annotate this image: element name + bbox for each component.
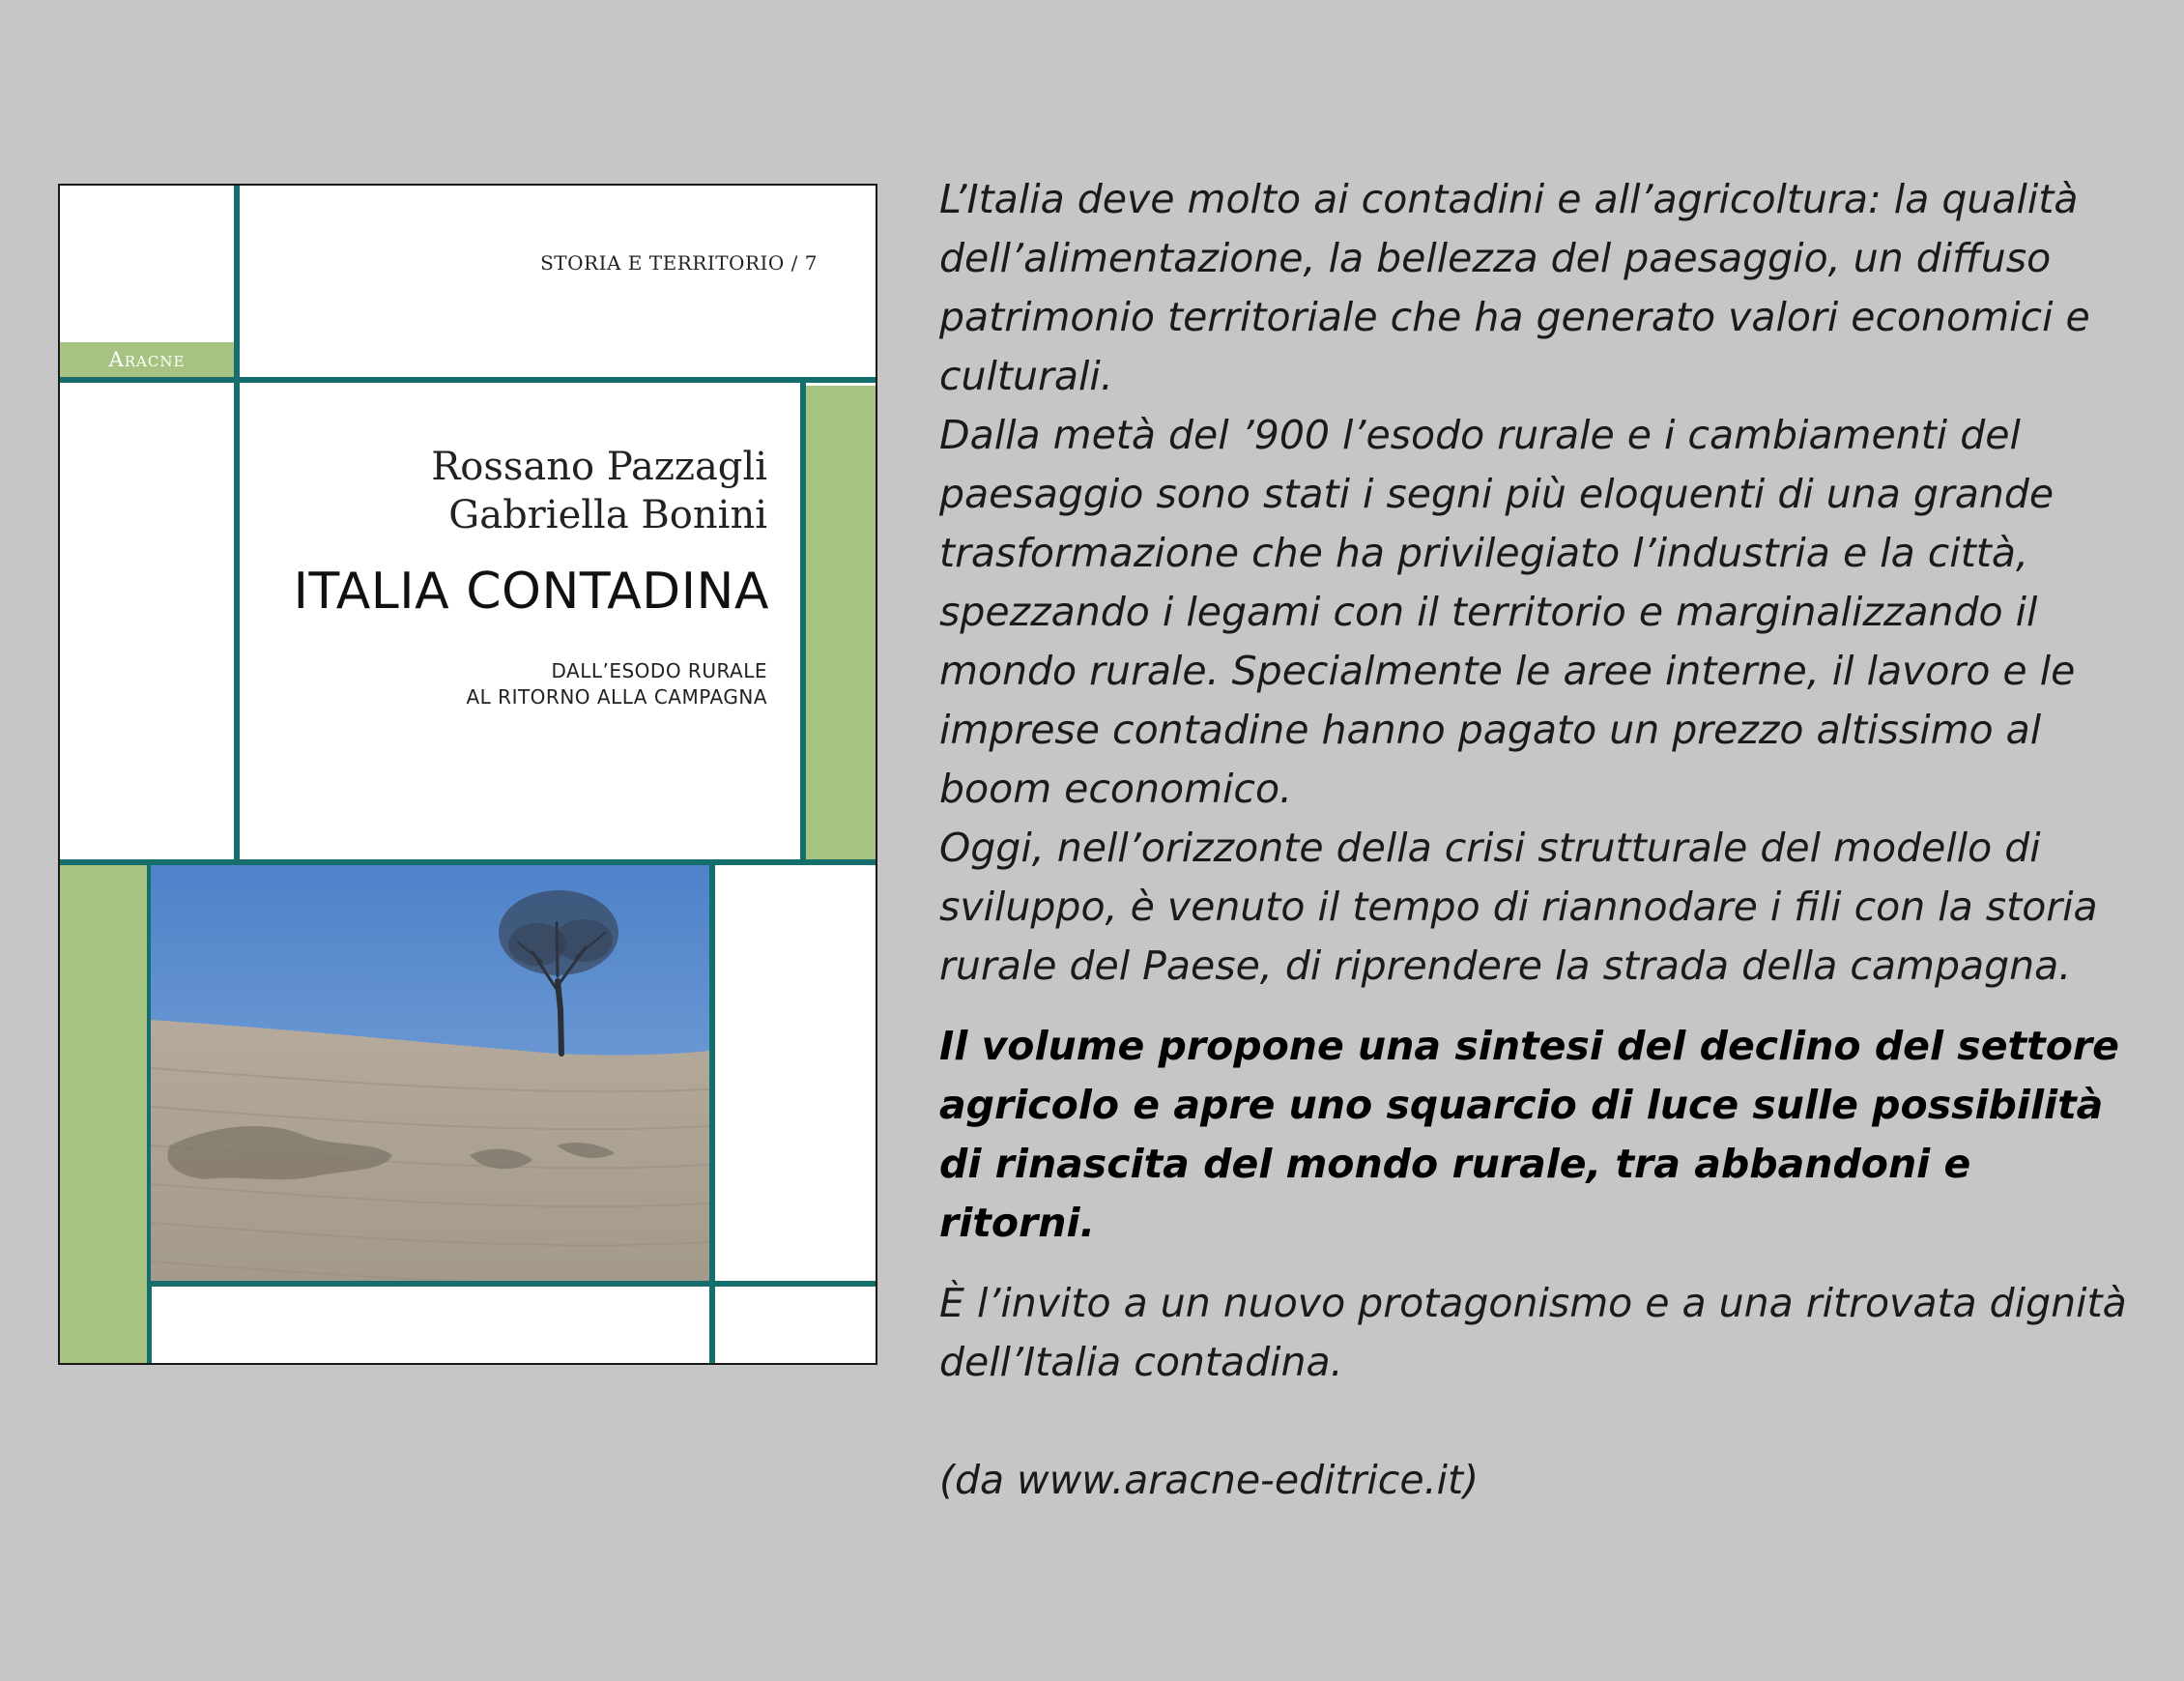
cover-title: ITALIA CONTADINA [293, 563, 769, 621]
description-paragraph-1: L’Italia deve molto ai contadini e all’agricoltura: la qualità dell’alimentazione, la bellezza del paesaggio, un diffuso patrimonio territoriale che ha generato valori economici e culturali. [939, 176, 2090, 399]
cover-author-1: Rossano Pazzagli [431, 445, 767, 489]
cover-frame-horizontal-1 [234, 377, 877, 383]
cover-frame-vertical-4 [709, 859, 715, 1365]
cover-subtitle-line-1: DALL’ESODO RURALE [551, 659, 767, 682]
book-cover [58, 184, 877, 1365]
cover-photo-tree-on-hill [151, 865, 709, 1281]
book-description [939, 170, 2138, 1510]
tree-landscape-illustration [151, 865, 709, 1281]
description-source: (da www.aracne-editrice.it) [939, 1457, 1480, 1503]
cover-accent-panel-right [806, 386, 877, 861]
cover-frame-horizontal-1b [60, 377, 240, 383]
cover-author-2: Gabriella Bonini [448, 493, 767, 537]
cover-series-label: STORIA E TERRITORIO / 7 [540, 251, 818, 275]
cover-frame-vertical-2 [800, 377, 806, 864]
cover-accent-panel-left [60, 865, 147, 1365]
description-paragraph-2: Dalla metà del ’900 l’esodo rurale e i cambiamenti del paesaggio sono stati i segni più eloquenti di una grande trasformazione che ha privilegiato l’industria e la città, spezzando i legami con il territorio e marginalizzando il mondo rurale. Specialmente le aree interne, il lavoro e le imprese contadine hanno pagato un prezzo altissimo al boom economico. [939, 412, 2076, 812]
cover-frame-horizontal-3 [147, 1281, 877, 1287]
description-paragraph-3: Oggi, nell’orizzonte della crisi strutturale del modello di sviluppo, è venuto il tempo di riannodare i fili con la storia rurale del Paese, di riprendere la strada della campagna. [939, 825, 2098, 989]
description-invite: È l’invito a un nuovo protagonismo e a una ritrovata dignità dell’Italia contadina. [939, 1280, 2127, 1385]
description-highlight: Il volume propone una sintesi del declino del settore agricolo e apre uno squarcio di luce sulle possibilità di rinascita del mondo rurale, tra abbandoni e ritorni. [939, 1023, 2119, 1246]
cover-publisher-label: Aracne [60, 342, 234, 377]
cover-frame-vertical-1 [234, 186, 240, 861]
cover-subtitle-line-2: AL RITORNO ALLA CAMPAGNA [466, 685, 767, 709]
